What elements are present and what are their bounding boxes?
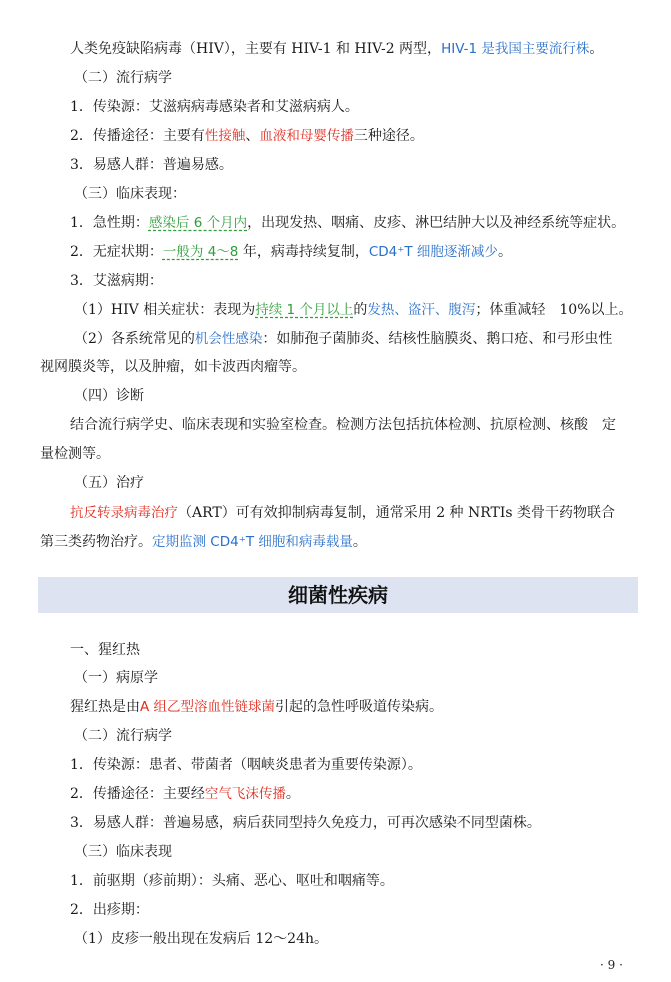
- highlight-blue: CD4⁺T 细胞逐渐减少: [368, 244, 498, 260]
- page-number: · 9 ·: [600, 958, 623, 972]
- section-banner: [38, 577, 638, 613]
- text: 2．无症状期：: [70, 244, 163, 260]
- scarlet-rash: 2．出疹期：: [70, 902, 149, 918]
- highlight-blue: HIV-1 是我国主要流行株: [441, 41, 590, 57]
- hiv-sym2a: [74, 329, 612, 349]
- scarlet-source: 1．传染源：患者、带菌者（咽峡炎患者为重要传染源）。: [70, 757, 422, 773]
- scarlet-epi-heading: （二）流行病学: [74, 728, 172, 744]
- text: 人类免疫缺陷病毒（HIV），主要有 HIV-1 和 HIV-2 两型，: [70, 41, 442, 57]
- text: 年，病毒持续复制，: [238, 244, 369, 260]
- hiv-treat-a: [70, 503, 615, 523]
- text: 第三类药物治疗。: [40, 534, 152, 550]
- hiv-route: [70, 126, 424, 146]
- scarlet-prodrome: 1．前驱期（疹前期）：头痛、恶心、呕吐和咽痛等。: [70, 873, 394, 889]
- hiv-sym1: [74, 300, 633, 320]
- text: 。: [285, 786, 300, 802]
- text: 、: [245, 128, 260, 144]
- text: 1．急性期：: [70, 215, 149, 231]
- hiv-intro: [70, 39, 603, 59]
- highlight-green: 一般为 4～8: [162, 244, 239, 260]
- hiv-treat-b: [40, 532, 367, 552]
- text: （2）各系统常见的: [74, 331, 195, 347]
- text: ，出现发热、咽痛、皮疹、淋巴结肿大以及神经系统等症状。: [247, 215, 626, 231]
- hiv-diag-heading: （四）诊断: [74, 388, 144, 404]
- highlight-green: 持续 1 个月以上: [255, 302, 354, 318]
- scarlet-title: 一、猩红热: [70, 642, 140, 658]
- text: （1）HIV 相关症状：表现为: [74, 302, 256, 318]
- highlight-blue: 机会性感染: [194, 331, 263, 347]
- text: 2．传播途径：主要经: [70, 786, 205, 802]
- text: 的: [353, 302, 368, 318]
- hiv-acute: [70, 213, 625, 233]
- text: 。: [497, 244, 512, 260]
- highlight-red: 抗反转录病毒治疗: [70, 505, 178, 521]
- scarlet-clinical-heading: （三）临床表现: [74, 844, 172, 860]
- highlight-red: 血液和母婴传播: [259, 128, 354, 144]
- highlight-green: 感染后 6 个月内: [148, 215, 248, 231]
- text: 引起的急性呼吸道传染病。: [275, 699, 444, 715]
- hiv-epi-heading: （二）流行病学: [74, 70, 172, 86]
- hiv-sym2b: 视网膜炎等，以及肿瘤，如卡波西肉瘤等。: [40, 359, 306, 375]
- highlight-red: A 组乙型溶血性链球菌: [140, 699, 276, 715]
- hiv-diag-b: 量检测等。: [40, 446, 110, 462]
- section-title: 细菌性疾病: [288, 583, 388, 607]
- highlight-blue: 定期监测 CD4⁺T 细胞和病毒载量: [152, 534, 353, 550]
- scarlet-susceptible: 3．易感人群：普遍易感，病后获同型持久免疫力，可再次感染不同型菌株。: [70, 815, 541, 831]
- highlight-red: 性接触: [204, 128, 246, 144]
- highlight-red: 空气飞沫传播: [204, 786, 286, 802]
- text: 猩红热是由: [70, 699, 140, 715]
- hiv-diag-a: 结合流行病学史、临床表现和实验室检查。检测方法包括抗体检测、抗原检测、核酸 定: [70, 417, 616, 433]
- hiv-latent: [70, 242, 512, 262]
- scarlet-rash1: （1）皮疹一般出现在发病后 12～24h。: [74, 931, 329, 947]
- hiv-susceptible: 3．易感人群：普遍易感。: [70, 157, 233, 173]
- scarlet-route: [70, 784, 300, 804]
- text: 2．传播途径：主要有: [70, 128, 205, 144]
- text: 。: [589, 41, 604, 57]
- hiv-treat-heading: （五）治疗: [74, 475, 144, 491]
- text: ；体重减轻 10%以上。: [475, 302, 633, 318]
- hiv-clinical-heading: （三）临床表现：: [74, 186, 186, 202]
- hiv-aids: 3．艾滋病期：: [70, 273, 163, 289]
- text: 。: [352, 534, 367, 550]
- text: （ART）可有效抑制病毒复制，通常采用 2 种 NRTIs 类骨干药物联合: [178, 505, 616, 521]
- scarlet-path: [70, 697, 443, 717]
- highlight-blue: 发热、盗汗、腹泻: [367, 302, 476, 318]
- text: ：如肺孢子菌肺炎、结核性脑膜炎、鹅口疮、和弓形虫性: [262, 331, 613, 347]
- scarlet-path-heading: （一）病原学: [74, 670, 158, 686]
- hiv-source: 1．传染源：艾滋病病毒感染者和艾滋病病人。: [70, 99, 359, 115]
- text: 三种途径。: [353, 128, 424, 144]
